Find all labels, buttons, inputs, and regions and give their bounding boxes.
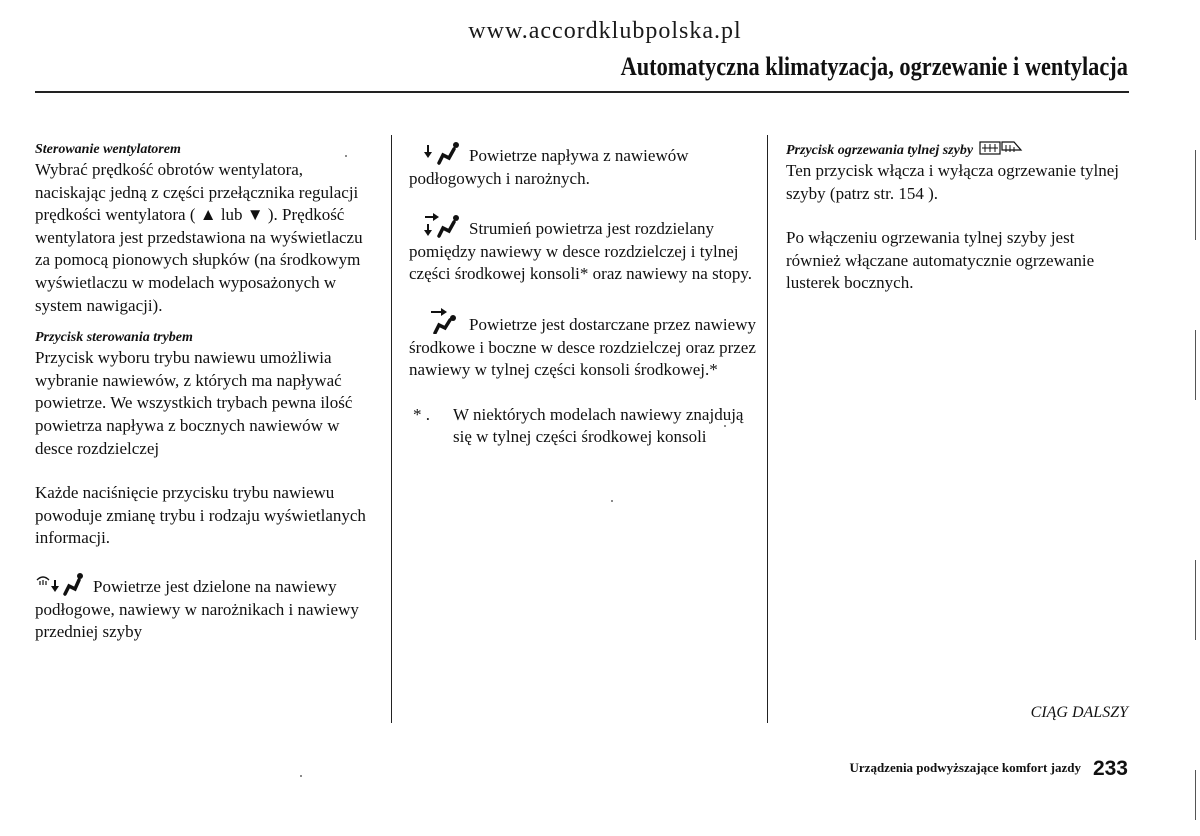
footnote bbox=[409, 404, 759, 449]
page-number: 233 bbox=[1092, 757, 1128, 780]
scan-speck bbox=[724, 425, 726, 427]
floor-vent-icon bbox=[423, 141, 461, 165]
page-title: Automatyczna klimatyzacja, ogrzewanie i wentylacja bbox=[620, 52, 1128, 81]
scan-edge-mark bbox=[1195, 150, 1196, 240]
column-divider-2 bbox=[767, 135, 768, 723]
column-middle bbox=[409, 141, 759, 449]
mode-change-text: Każde naciśnięcie przycisku trybu nawiewu powoduje zmianę trybu i rodzaju wyświetlanych informacji. bbox=[35, 483, 366, 548]
mode-vent-text: Powietrze jest dostarczane przez nawiewy środkowe i boczne w desce rozdzielczej oraz przez nawiewy w tylnej części konsoli środkowej.* bbox=[409, 314, 756, 380]
footnote-mark: * . bbox=[413, 404, 430, 424]
mode-bilevel-paragraph bbox=[409, 212, 759, 286]
mode-defrost-floor-paragraph bbox=[35, 572, 375, 644]
scan-edge-mark bbox=[1195, 330, 1196, 400]
mode-control-text: Przycisk wyboru trybu nawiewu umożliwia wybranie nawiewów, z których ma napływać powietrze. We wszystkich trybach pewna ilość powietrza napływa z bocznych nawiewów w desce rozdzielczej bbox=[35, 348, 353, 458]
fan-control-heading: Sterowanie wentylatorem bbox=[35, 142, 181, 157]
continued-label: CIĄG DALSZY bbox=[1030, 704, 1128, 721]
scan-edge-mark bbox=[1195, 560, 1196, 640]
scan-edge-mark bbox=[1195, 770, 1196, 820]
bilevel-vent-icon bbox=[423, 212, 461, 238]
windshield-defrost-floor-icon bbox=[35, 572, 85, 596]
mode-vent-paragraph bbox=[409, 308, 759, 382]
site-watermark: www.accordklubpolska.pl bbox=[468, 18, 742, 44]
footer-section-title: Urządzenia podwyższające komfort jazdy bbox=[849, 760, 1081, 775]
column-divider-1 bbox=[391, 135, 392, 723]
scan-speck bbox=[300, 775, 302, 777]
page-footer bbox=[850, 757, 1128, 781]
column-right bbox=[786, 141, 1131, 295]
scan-speck bbox=[345, 155, 347, 157]
mode-floor-paragraph bbox=[409, 141, 759, 190]
scan-speck bbox=[611, 500, 613, 502]
mirror-defrost-icon bbox=[1001, 141, 1023, 157]
panel-vent-icon bbox=[423, 308, 461, 334]
rear-defrost-icon bbox=[979, 141, 1001, 157]
mirror-defrost-text: Po włączeniu ogrzewania tylnej szyby jest również włączane automatycznie ogrzewanie lusterek bocznych. bbox=[786, 228, 1095, 293]
header-divider bbox=[35, 91, 1129, 93]
rear-defrost-heading: Przycisk ogrzewania tylnej szyby bbox=[786, 143, 974, 158]
mode-bilevel-text: Strumień powietrza jest rozdzielany pomiędzy nawiewy w desce rozdzielczej i tylnej części środkowej konsoli* oraz nawiewy na stopy. bbox=[409, 219, 753, 284]
column-left bbox=[35, 141, 375, 644]
mode-floor-text: Powietrze napływa z nawiewów podłogowych i narożnych. bbox=[409, 146, 689, 188]
fan-control-text: Wybrać prędkość obrotów wentylatora, naciskając jedną z części przełącznika regulacji prędkości wentylatora ( ▲ lub ▼ ). Prędkość wentylatora jest przedstawiona na wyświetlaczu za pomocą pionowych słupków (na środkowym wyświetlaczu w modelach wyposażonych w system nawigacji). bbox=[35, 160, 363, 315]
mode-control-heading: Przycisk sterowania trybem bbox=[35, 330, 193, 346]
rear-defrost-text: Ten przycisk włącza i wyłącza ogrzewanie tylnej szyby (patrz str. 154 ). bbox=[786, 161, 1119, 203]
mode-defrost-floor-text: Powietrze jest dzielone na nawiewy podłogowe, nawiewy w narożnikach i nawiewy przedniej szyby bbox=[35, 576, 359, 642]
rear-defrost-heading-line bbox=[786, 141, 1131, 160]
footnote-text: W niektórych modelach nawiewy znajdują się w tylnej części środkowej konsoli bbox=[453, 404, 744, 447]
